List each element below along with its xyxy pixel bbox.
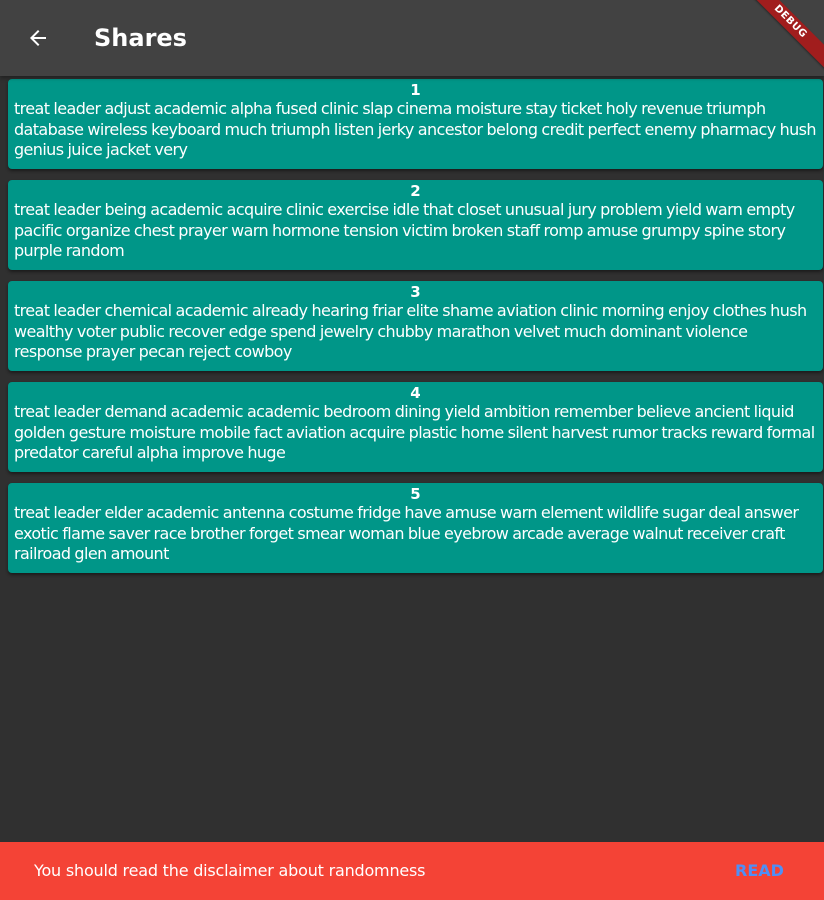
snackbar-message: You should read the disclaimer about randomness: [34, 861, 426, 880]
share-card[interactable]: [8, 483, 823, 573]
page-title: Shares: [94, 24, 187, 52]
share-text: treat leader chemical academic already hearing friar elite shame aviation clinic morning enjoy clothes hush wealthy voter public recover edge spend jewelry chubby marathon velvet much dominant violence response prayer pecan reject cowboy: [14, 301, 807, 361]
app-bar: [0, 0, 824, 76]
share-card[interactable]: [8, 281, 823, 371]
share-text: treat leader adjust academic alpha fused clinic slap cinema moisture stay ticket holy revenue triumph database wireless keyboard much triumph listen jerky ancestor belong credit perfect enemy pharmacy hush genius juice jacket very: [14, 99, 816, 159]
arrow-back-icon: [26, 26, 50, 50]
read-button[interactable]: READ: [735, 861, 784, 880]
share-number: 3: [410, 283, 421, 301]
share-card[interactable]: [8, 180, 823, 270]
back-button[interactable]: [14, 14, 62, 62]
debug-banner: DEBUG: [735, 0, 824, 77]
share-text: treat leader demand academic academic bedroom dining yield ambition remember believe ancient liquid golden gesture moisture mobile fact aviation acquire plastic home silent harvest rumor tracks reward formal predator careful alpha improve huge: [14, 402, 815, 462]
share-number: 5: [410, 485, 421, 503]
share-text: treat leader being academic acquire clinic exercise idle that closet unusual jury problem yield warn empty pacific organize chest prayer warn hormone tension victim broken staff romp amuse grumpy spine story purple random: [14, 200, 795, 260]
share-number: 1: [410, 81, 421, 99]
shares-list: [8, 79, 824, 584]
share-card[interactable]: [8, 79, 823, 169]
disclaimer-snackbar: [0, 842, 824, 900]
share-card[interactable]: [8, 382, 823, 472]
share-text: treat leader elder academic antenna costume fridge have amuse warn element wildlife sugar deal answer exotic flame saver race brother forget smear woman blue eyebrow arcade average walnut receiver craft railroad glen amount: [14, 503, 799, 563]
share-number: 2: [410, 182, 421, 200]
share-number: 4: [410, 384, 421, 402]
